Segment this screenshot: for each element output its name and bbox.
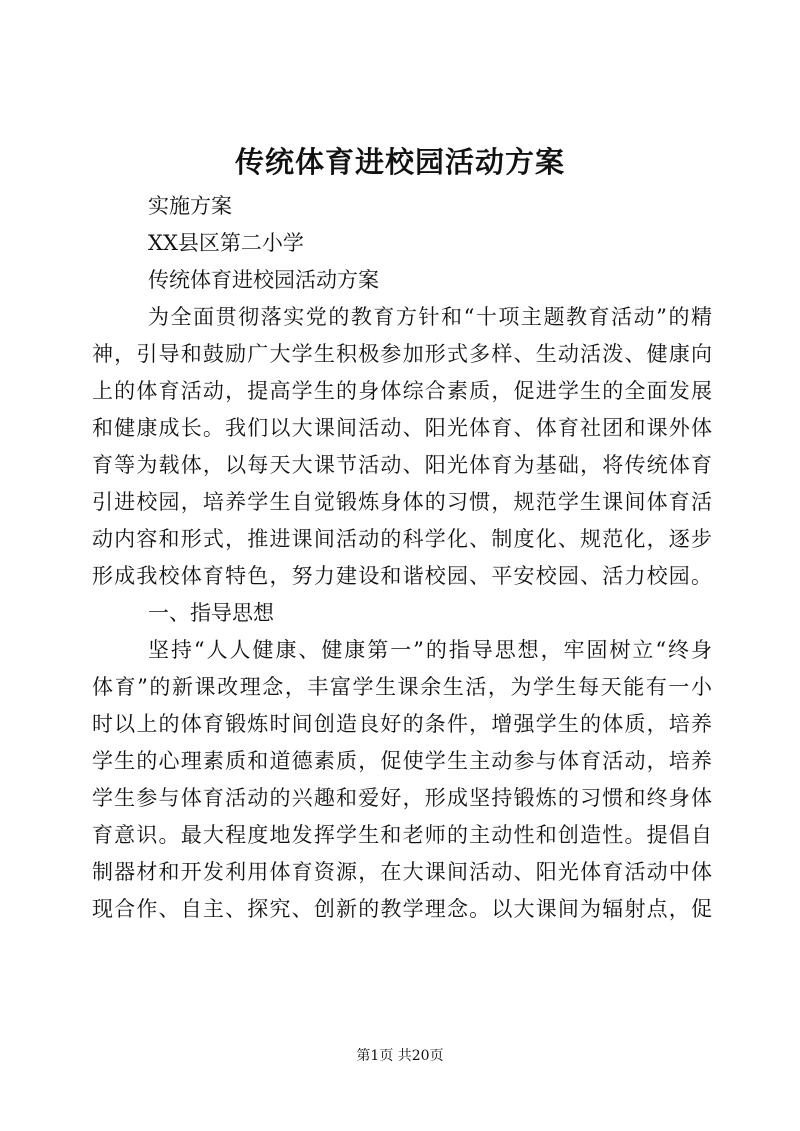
text-line: 育意识。最大程度地发挥学生和老师的主动性和创造性。提倡自 [92, 823, 712, 847]
text-line: 形成我校体育特色，努力建设和谐校园、平安校园、活力校园。 [92, 564, 712, 588]
text-line: 育等为载体，以每天大课节活动、阳光体育为基础，将传统体育 [92, 453, 712, 477]
text-line: 为全面贯彻落实党的教育方针和“十项主题教育活动”的精 [148, 305, 712, 329]
text-line: 传统体育进校园活动方案 [148, 268, 379, 292]
text-line: XX县区第二小学 [148, 231, 304, 255]
text-line: 坚持“人人健康、健康第一”的指导思想，牢固树立“终身 [148, 638, 712, 662]
text-line: 一、指导思想 [148, 601, 274, 625]
text-line: 和健康成长。我们以大课间活动、阳光体育、体育社团和课外体 [92, 416, 712, 440]
text-line: 学生的心理素质和道德素质，促使学生主动参与体育活动，培养 [92, 749, 712, 773]
document-title: 传统体育进校园活动方案 [234, 145, 565, 179]
text-line: 动内容和形式，推进课间活动的科学化、制度化、规范化，逐步 [92, 527, 712, 551]
document-body [92, 188, 712, 928]
page-footer: 第1页 共20页 [356, 1048, 444, 1064]
text-line: 学生参与体育活动的兴趣和爱好，形成坚持锻炼的习惯和终身体 [92, 786, 712, 810]
text-line: 制器材和开发利用体育资源，在大课间活动、阳光体育活动中体 [92, 860, 712, 884]
text-line: 实施方案 [148, 194, 232, 218]
text-line: 神，引导和鼓励广大学生积极参加形式多样、生动活泼、健康向 [92, 342, 712, 366]
text-line: 时以上的体育锻炼时间创造良好的条件，增强学生的体质，培养 [92, 712, 712, 736]
text-line: 上的体育活动，提高学生的身体综合素质，促进学生的全面发展 [92, 379, 712, 403]
text-line: 体育”的新课改理念，丰富学生课余生活，为学生每天能有一小 [92, 675, 712, 699]
text-line: 现合作、自主、探究、创新的教学理念。以大课间为辐射点，促 [92, 897, 712, 921]
text-line: 引进校园，培养学生自觉锻炼身体的习惯，规范学生课间体育活 [92, 490, 712, 514]
